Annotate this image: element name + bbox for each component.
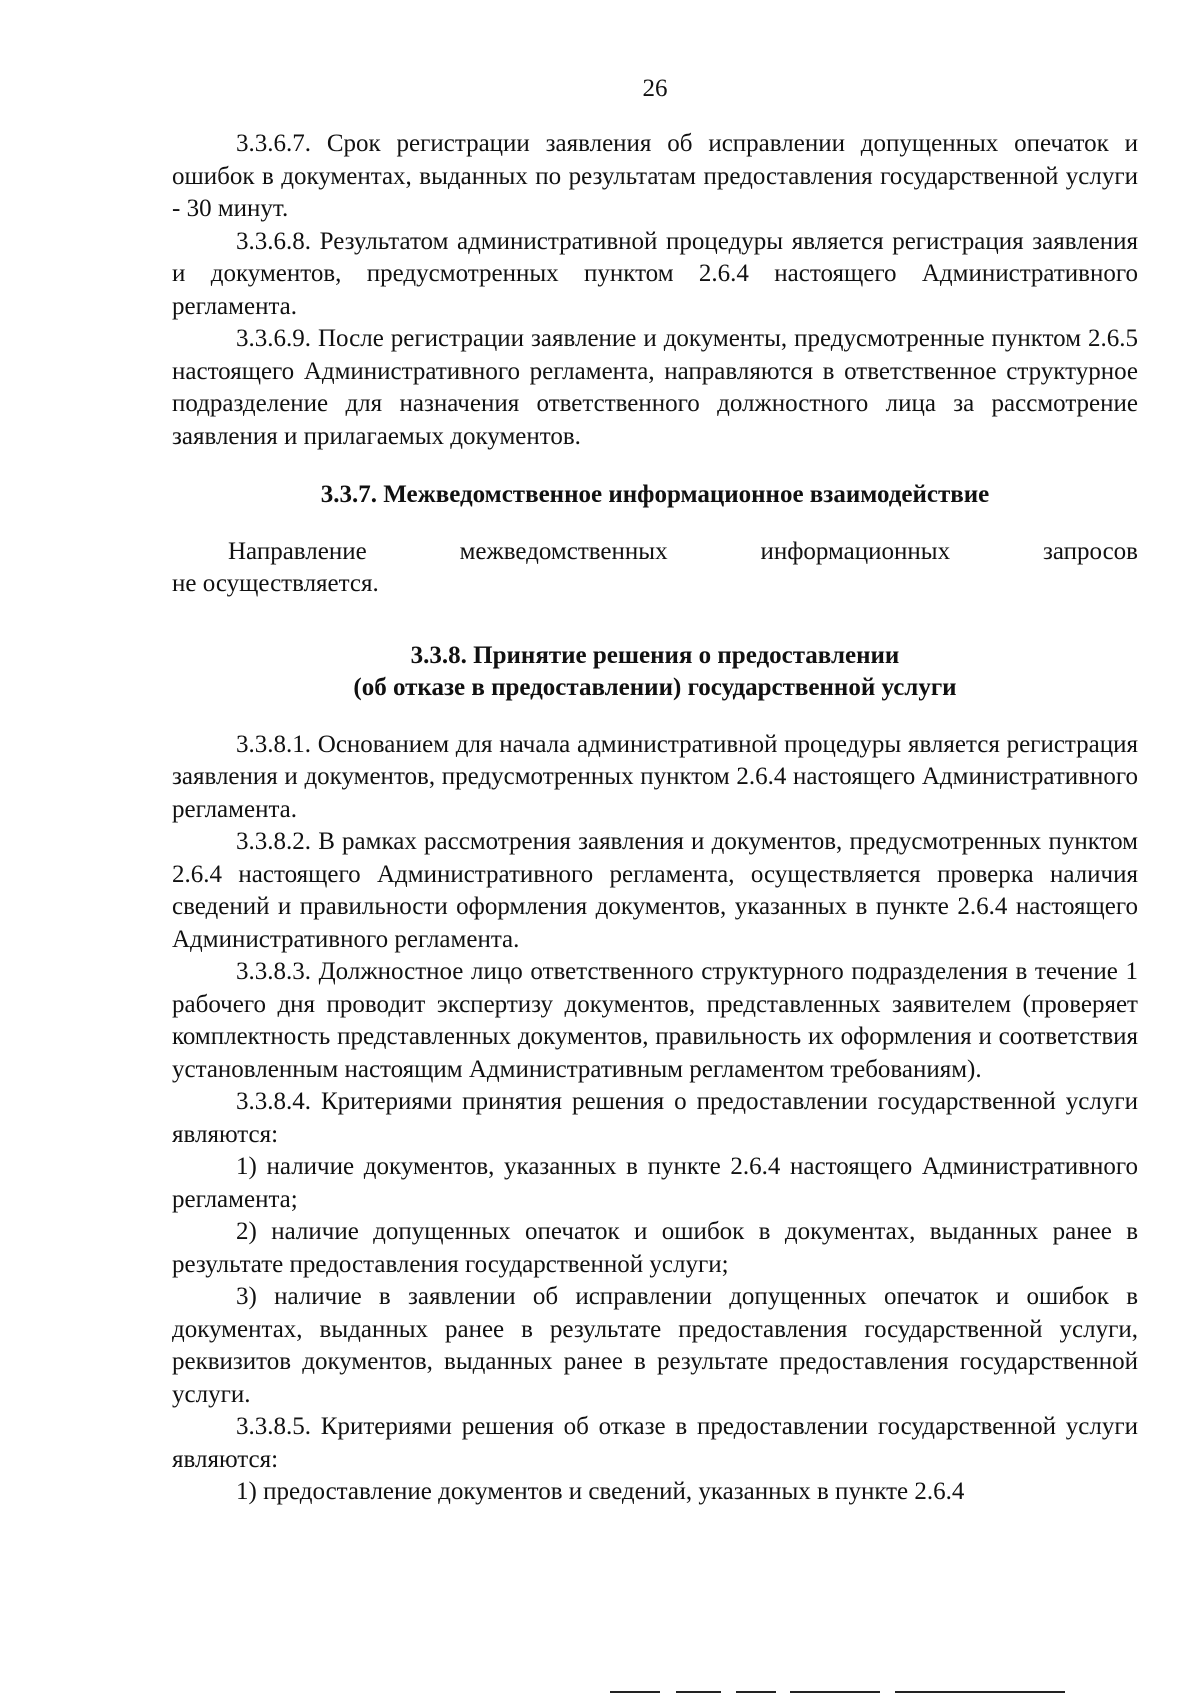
paragraph-3-3-6-8: 3.3.6.8. Результатом административной процедуры является регистрация заявления и документов, предусмотренных пунктом 2.6.4 настоящего Административного регламента. [172, 227, 1138, 320]
list-item-3-3-8-4-2: 2) наличие допущенных опечаток и ошибок в документах, выданных ранее в результате предоставления государственной услуги; [172, 1218, 1138, 1278]
list-item-3-3-8-4-1: 1) наличие документов, указанных в пункте 2.6.4 настоящего Административного регламента; [172, 1153, 1138, 1213]
interagency-word: информационных [760, 537, 951, 565]
paragraph-3-3-8-3: 3.3.8.3. Должностное лицо ответственного структурного подразделения в течение 1 рабочего дня проводит экспертизу документов, представленных заявителем (проверяет комплектность представленных документов, правильность их оформления и соответствия установленным настоящим Административным регламентом требованиям). [172, 958, 1138, 1083]
list-item-3-3-8-5-1: 1) предоставление документов и сведений, указанных в пункте 2.6.4 [236, 1478, 965, 1505]
paragraph-3-3-8-2: 3.3.8.2. В рамках рассмотрения заявления и документов, предусмотренных пунктом 2.6.4 настоящего Административного регламента, осуществляется проверка наличия сведений и правильности оформления документов, указанных в пункте 2.6.4 настоящего Административного регламента. [172, 828, 1138, 953]
interagency-word: Направление [228, 537, 367, 565]
document-body [172, 128, 1138, 1509]
paragraph-3-3-8-1: 3.3.8.1. Основанием для начала административной процедуры является регистрация заявления и документов, предусмотренных пунктом 2.6.4 настоящего Административного регламента. [172, 730, 1138, 823]
interagency-paragraph-line-2: не осуществляется. [172, 570, 379, 597]
section-heading-3-3-8-line-2: (об отказе в предоставлении) государственной услуги [353, 674, 957, 701]
interagency-paragraph-line-1 [172, 536, 1138, 569]
footer-divider [895, 1691, 1065, 1693]
interagency-word: межведомственных [459, 537, 668, 565]
interagency-word: запросов [1042, 537, 1138, 565]
footer-divider [790, 1691, 880, 1693]
paragraph-3-3-6-7: 3.3.6.7. Срок регистрации заявления об исправлении допущенных опечаток и ошибок в документах, выданных по результатам предоставления государственной услуги - 30 минут. [172, 130, 1138, 222]
page-number: 26 [642, 75, 668, 102]
paragraph-3-3-6-9: 3.3.6.9. После регистрации заявление и документы, предусмотренные пунктом 2.6.5 настоящего Административного регламента, направляются в ответственное структурное подразделение для назначения ответственного должностного лица за рассмотрение заявления и прилагаемых документов. [172, 325, 1138, 450]
footer-divider [676, 1691, 721, 1693]
paragraph-3-3-8-5: 3.3.8.5. Критериями решения об отказе в предоставлении государственной услуги являются: [172, 1413, 1138, 1473]
section-heading-3-3-8-line-1: 3.3.8. Принятие решения о предоставлении [410, 641, 900, 669]
section-heading-3-3-7: 3.3.7. Межведомственное информационное взаимодействие [320, 481, 990, 508]
footer-divider [610, 1691, 660, 1693]
paragraph-3-3-8-4: 3.3.8.4. Критериями принятия решения о предоставлении государственной услуги являются: [172, 1088, 1138, 1148]
footer-divider [736, 1691, 776, 1693]
section-heading-3-3-8 [172, 640, 1138, 705]
list-item-3-3-8-4-3: 3) наличие в заявлении об исправлении допущенных опечаток и ошибок в документах, выданных ранее в результате предоставления государственной услуги, реквизитов документов, выданных ранее в результате предоставления государственной услуги. [172, 1283, 1138, 1408]
